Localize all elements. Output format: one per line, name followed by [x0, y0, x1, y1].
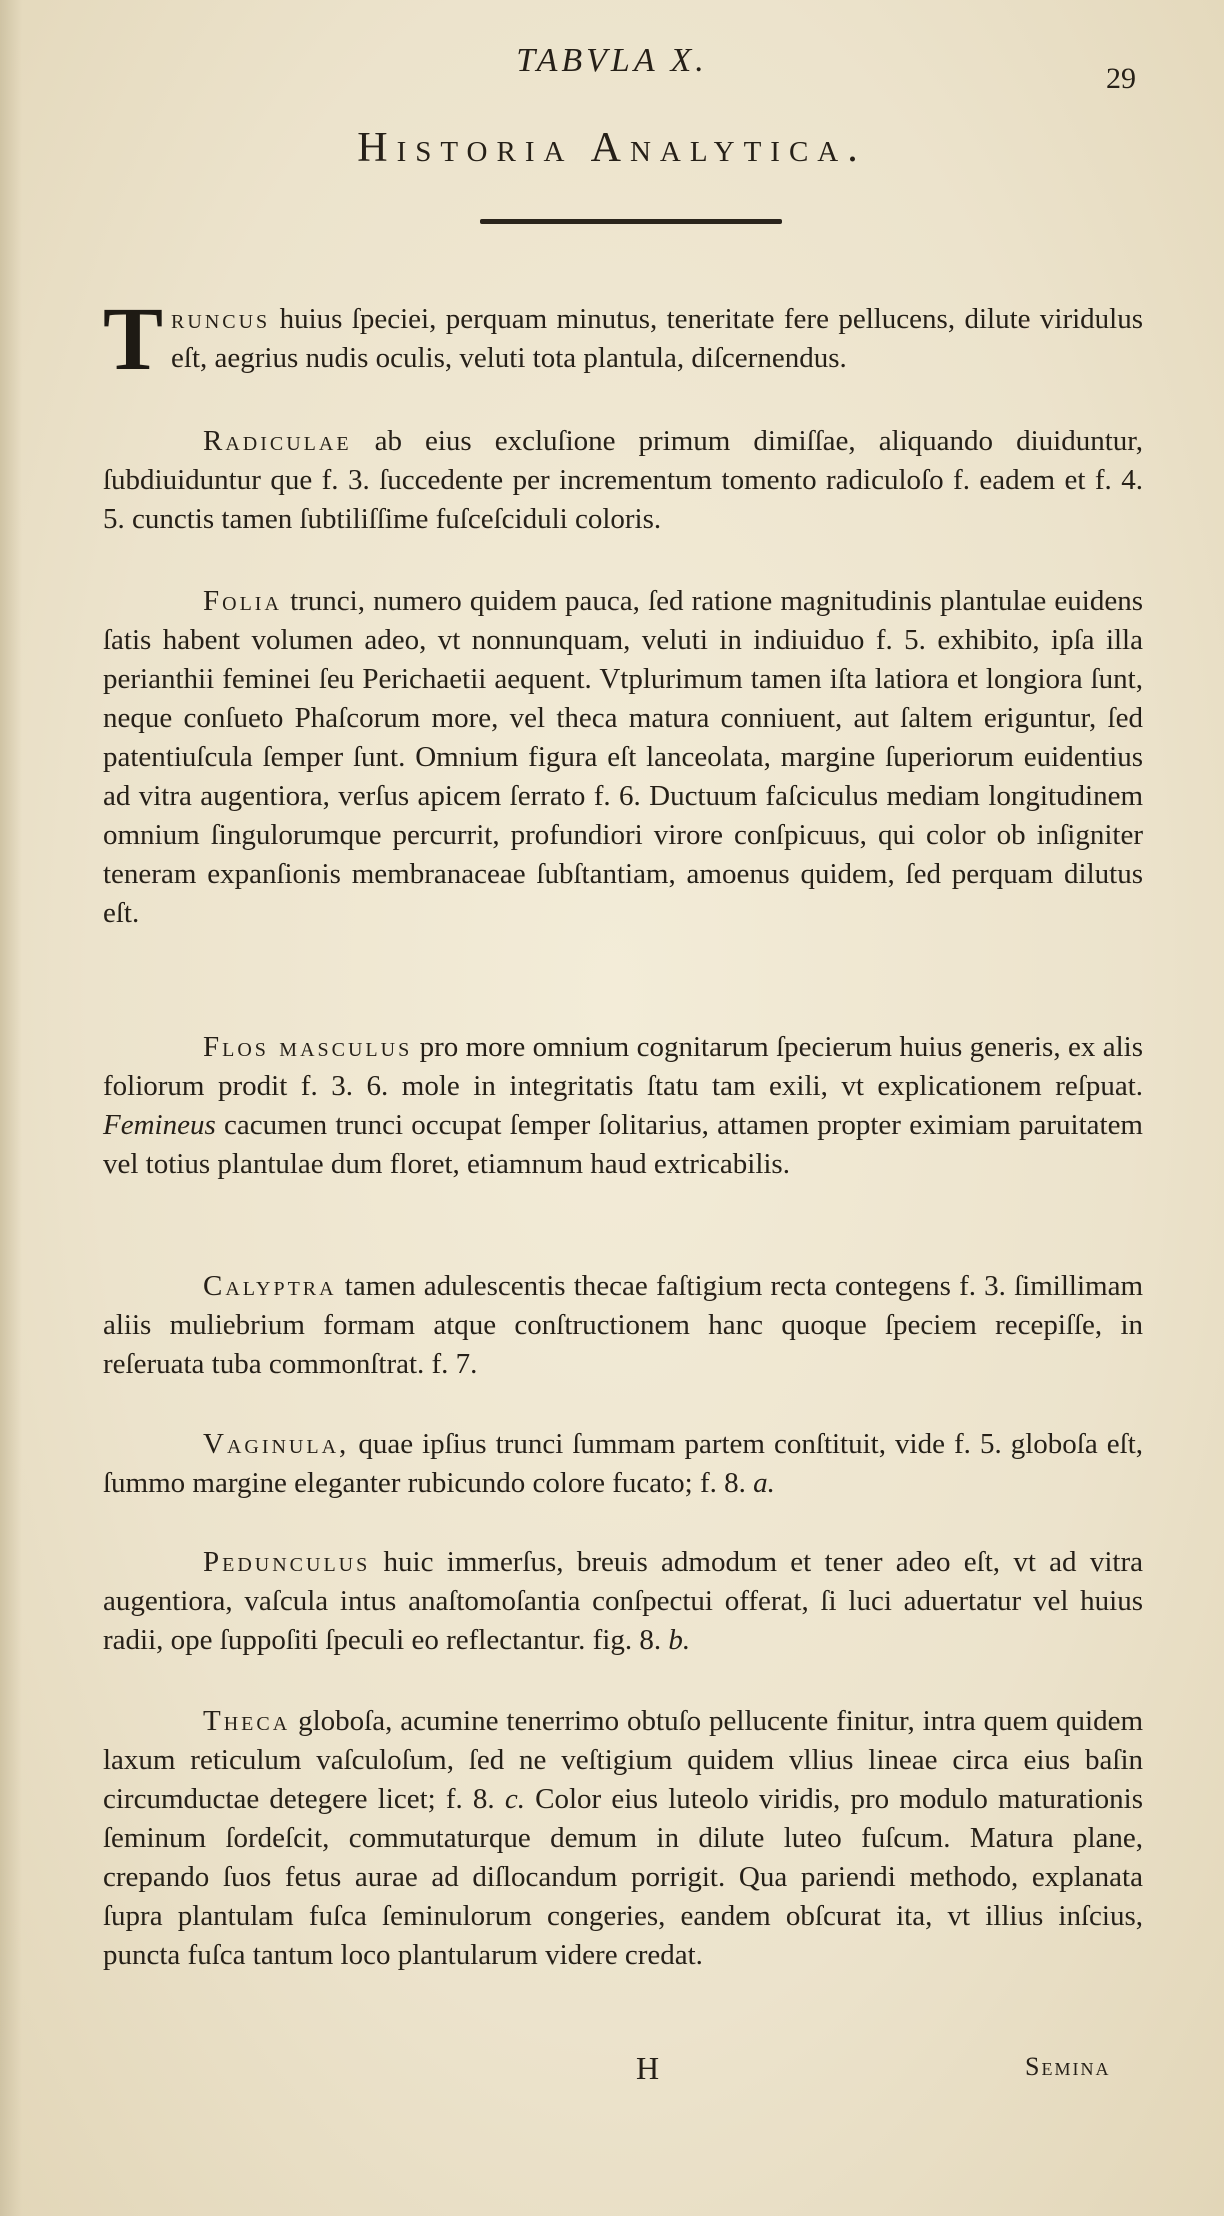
paragraph-pedunculus — [103, 1543, 1143, 1660]
italic-label: b. — [668, 1624, 691, 1656]
lead-word: Theca — [203, 1705, 291, 1737]
page-edge-shadow — [0, 0, 22, 2216]
lead-word: Radiculae — [203, 425, 352, 457]
signature-mark: H — [636, 2050, 660, 2086]
catchword: Semina — [1025, 2052, 1111, 2081]
paragraph-radiculae — [103, 422, 1143, 539]
paragraph-vaginula — [103, 1425, 1143, 1503]
lead-word: Flos masculus — [203, 1031, 413, 1063]
drop-cap: T — [103, 290, 164, 389]
paragraph-text: trunci, numero quidem pauca, ſed ratione magnitudinis plantulae euidens ſatis habent volumen adeo, vt nonnunquam, veluti in indiuiduo f. 5. exhibito, ipſa illa perianthii feminei ſeu Perichaetii aequent. Vtplurimum tamen iſta latiora et longiora ſunt, neque conſueto Phaſcorum more, vel theca matura conniuent, aut ſaltem eriguntur, ſed patentiuſcula ſemper ſunt. Omnium figura eſt lanceolata, margine ſuperiorum euidentius ad vitra augentiora, verſus apicem ſerrato f. 6. Ductuum faſciculus mediam longitudinem omnium ſingulorumque percurrit, profundiori virore conſpicuus, qui color ob inſigniter teneram expanſionis membranaceae ſubſtantiam, amoenus quidem, ſed perquam dilutus eſt. — [103, 585, 1143, 929]
paragraph-text: huius ſpeciei, perquam minutus, teneritate fere pellucens, dilute viridulus eſt, aegrius nudis oculis, veluti tota plantula, diſcernendus. — [171, 303, 1143, 374]
italic-label: a. — [753, 1467, 775, 1499]
lead-word: runcus — [171, 303, 271, 335]
paragraph-text: tamen adulescentis thecae faſtigium recta contegens f. 3. ſimillimam aliis muliebrium formam atque conſtructionem hanc quoque ſpeciem recepiſſe, in reſeruata tuba commonſtrat. f. 7. — [103, 1270, 1143, 1380]
lead-word: Calyptra — [203, 1270, 337, 1302]
paragraph-text: quae ipſius trunci ſummam partem conſtituit, vide f. 5. globoſa eſt, ſummo margine eleganter rubicundo colore fucato; f. 8. — [103, 1428, 1143, 1499]
page-number: 29 — [1106, 62, 1136, 95]
italic-term: Femineus — [103, 1109, 216, 1141]
paragraph-flos — [103, 1028, 1143, 1184]
paragraph-folia — [103, 582, 1143, 933]
lead-word: Pedunculus — [203, 1546, 371, 1578]
paragraph-text-cont: Color eius luteolo viridis, pro modulo maturationis ſeminum ſordeſcit, commutaturque demum in dilute luteo fuſcum. Matura plane, crepando ſuos fetus aurae ad diſlocandum porrigit. Qua pariendi methodo, explanata ſupra plantulam fuſca ſeminulorum congeries, eandem obſcurat ita, vt illius inſcius, puncta fuſca tantum loco plantularum videre credat. — [103, 1783, 1144, 1971]
italic-label: c. — [504, 1783, 525, 1815]
paragraph-theca — [103, 1702, 1143, 1975]
title-rule — [480, 219, 782, 224]
paragraph-text-cont: cacumen trunci occupat ſemper ſolitarius, attamen propter eximiam paruitatem vel totius plantulae dum floret, etiamnum haud extricabilis. — [103, 1109, 1143, 1180]
paragraph-text: ab eius excluſione primum dimiſſae, aliquando diuiduntur, ſubdiuiduntur que f. 3. ſuccedente per incrementum tomento radiculoſo f. eadem et f. 4. 5. cunctis tamen ſubtiliſſime fuſceſciduli coloris. — [103, 425, 1143, 535]
running-head: TABVLA X. — [516, 42, 708, 79]
paragraph-text: huic immerſus, breuis admodum et tener adeo eſt, vt ad vitra augentiora, vaſcula intus anaſtomoſantia conſpectui offerat, ſi luci aduertatur vel huius radii, ope ſuppoſiti ſpeculi eo reflectantur. fig. 8. — [103, 1546, 1143, 1656]
page-title: Historia Analytica. — [357, 125, 867, 171]
lead-word: Vaginula, — [203, 1428, 350, 1460]
lead-word: Folia — [203, 585, 282, 617]
paragraph-text: pro more omnium cognitarum ſpecierum huius generis, ex alis foliorum prodit f. 3. 6. mole in integritatis ſtatu tam exili, vt explicationem reſpuat. — [103, 1031, 1143, 1102]
paragraph-truncus — [103, 290, 1143, 389]
paragraph-calyptra — [103, 1267, 1143, 1384]
paragraph-text: globoſa, acumine tenerrimo obtuſo pellucente finitur, intra quem quidem laxum reticulum vaſculoſum, ſed ne veſtigium quidem vllius lineae circa eius baſin circumductae detegere licet; f. 8. — [103, 1705, 1143, 1815]
